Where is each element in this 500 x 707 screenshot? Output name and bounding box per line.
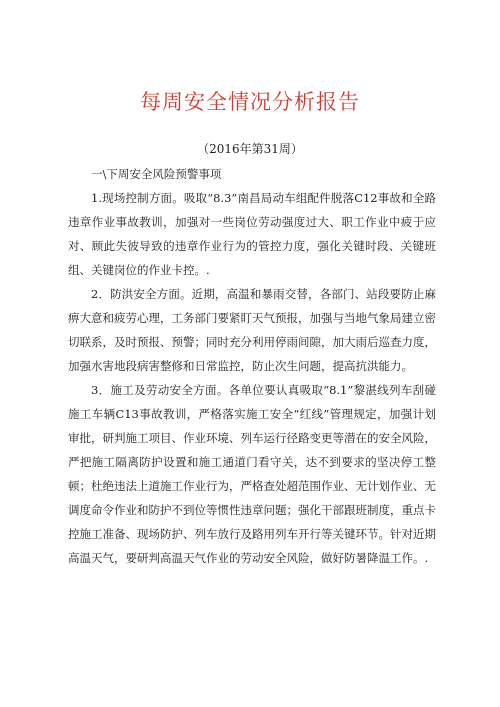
document-subtitle: （2016年第31周） (197, 142, 303, 156)
section-heading: 一\下周安全风险预警事项 (91, 167, 222, 181)
document-title: 每周安全情况分析报告 (140, 90, 360, 114)
paragraph-construction-safety: 3．施工及劳动安全方面。各单位要认真吸取“8.1”黎湛线列车刮碰施工车辆C13事故教训，严格落实施工安全“红线”管理规定，加强计划审批，研判施工项目、作业环境、列车运行径路变更等潜在的安全风险，严把施工隔离防护设置和施工通道门看守关，达不到要求的坚决停工整顿；杜绝违法上道施工作业行为，严格查处超范围作业、无计划作业、无调度命令作业和防护不到位等惯性违章问题；强化干部跟班制度，重点卡控施工准备、现场防护、列车放行及路用列车开行等关键环节。针对近期高温天气，要研判高温天气作业的劳动安全风险，做好防暑降温工作。. (68, 383, 436, 565)
paragraph-flood-safety: 2．防洪安全方面。近期，高温和暴雨交替，各部门、站段要防止麻痹大意和疲劳心理，工务部门要紧盯天气预报，加强与当地气象局建立密切联系，及时预报、预警；同时充分利用停雨间隙，加大雨后巡查力度，加强水害地段病害整修和日常监控，防止次生问题，提高抗洪能力。 (68, 287, 436, 373)
paragraph-field-control: 1.现场控制方面。吸取“8.3”南昌局动车组配件脱落C12事故和全路违章作业事故教训，加强对一些岗位劳动强度过大、职工作业中疲于应对、顾此失彼导致的违章作业行为的管控力度，强化关键时段、关键班组、关键岗位的作业卡控。. (68, 191, 436, 277)
document-body (68, 162, 436, 570)
